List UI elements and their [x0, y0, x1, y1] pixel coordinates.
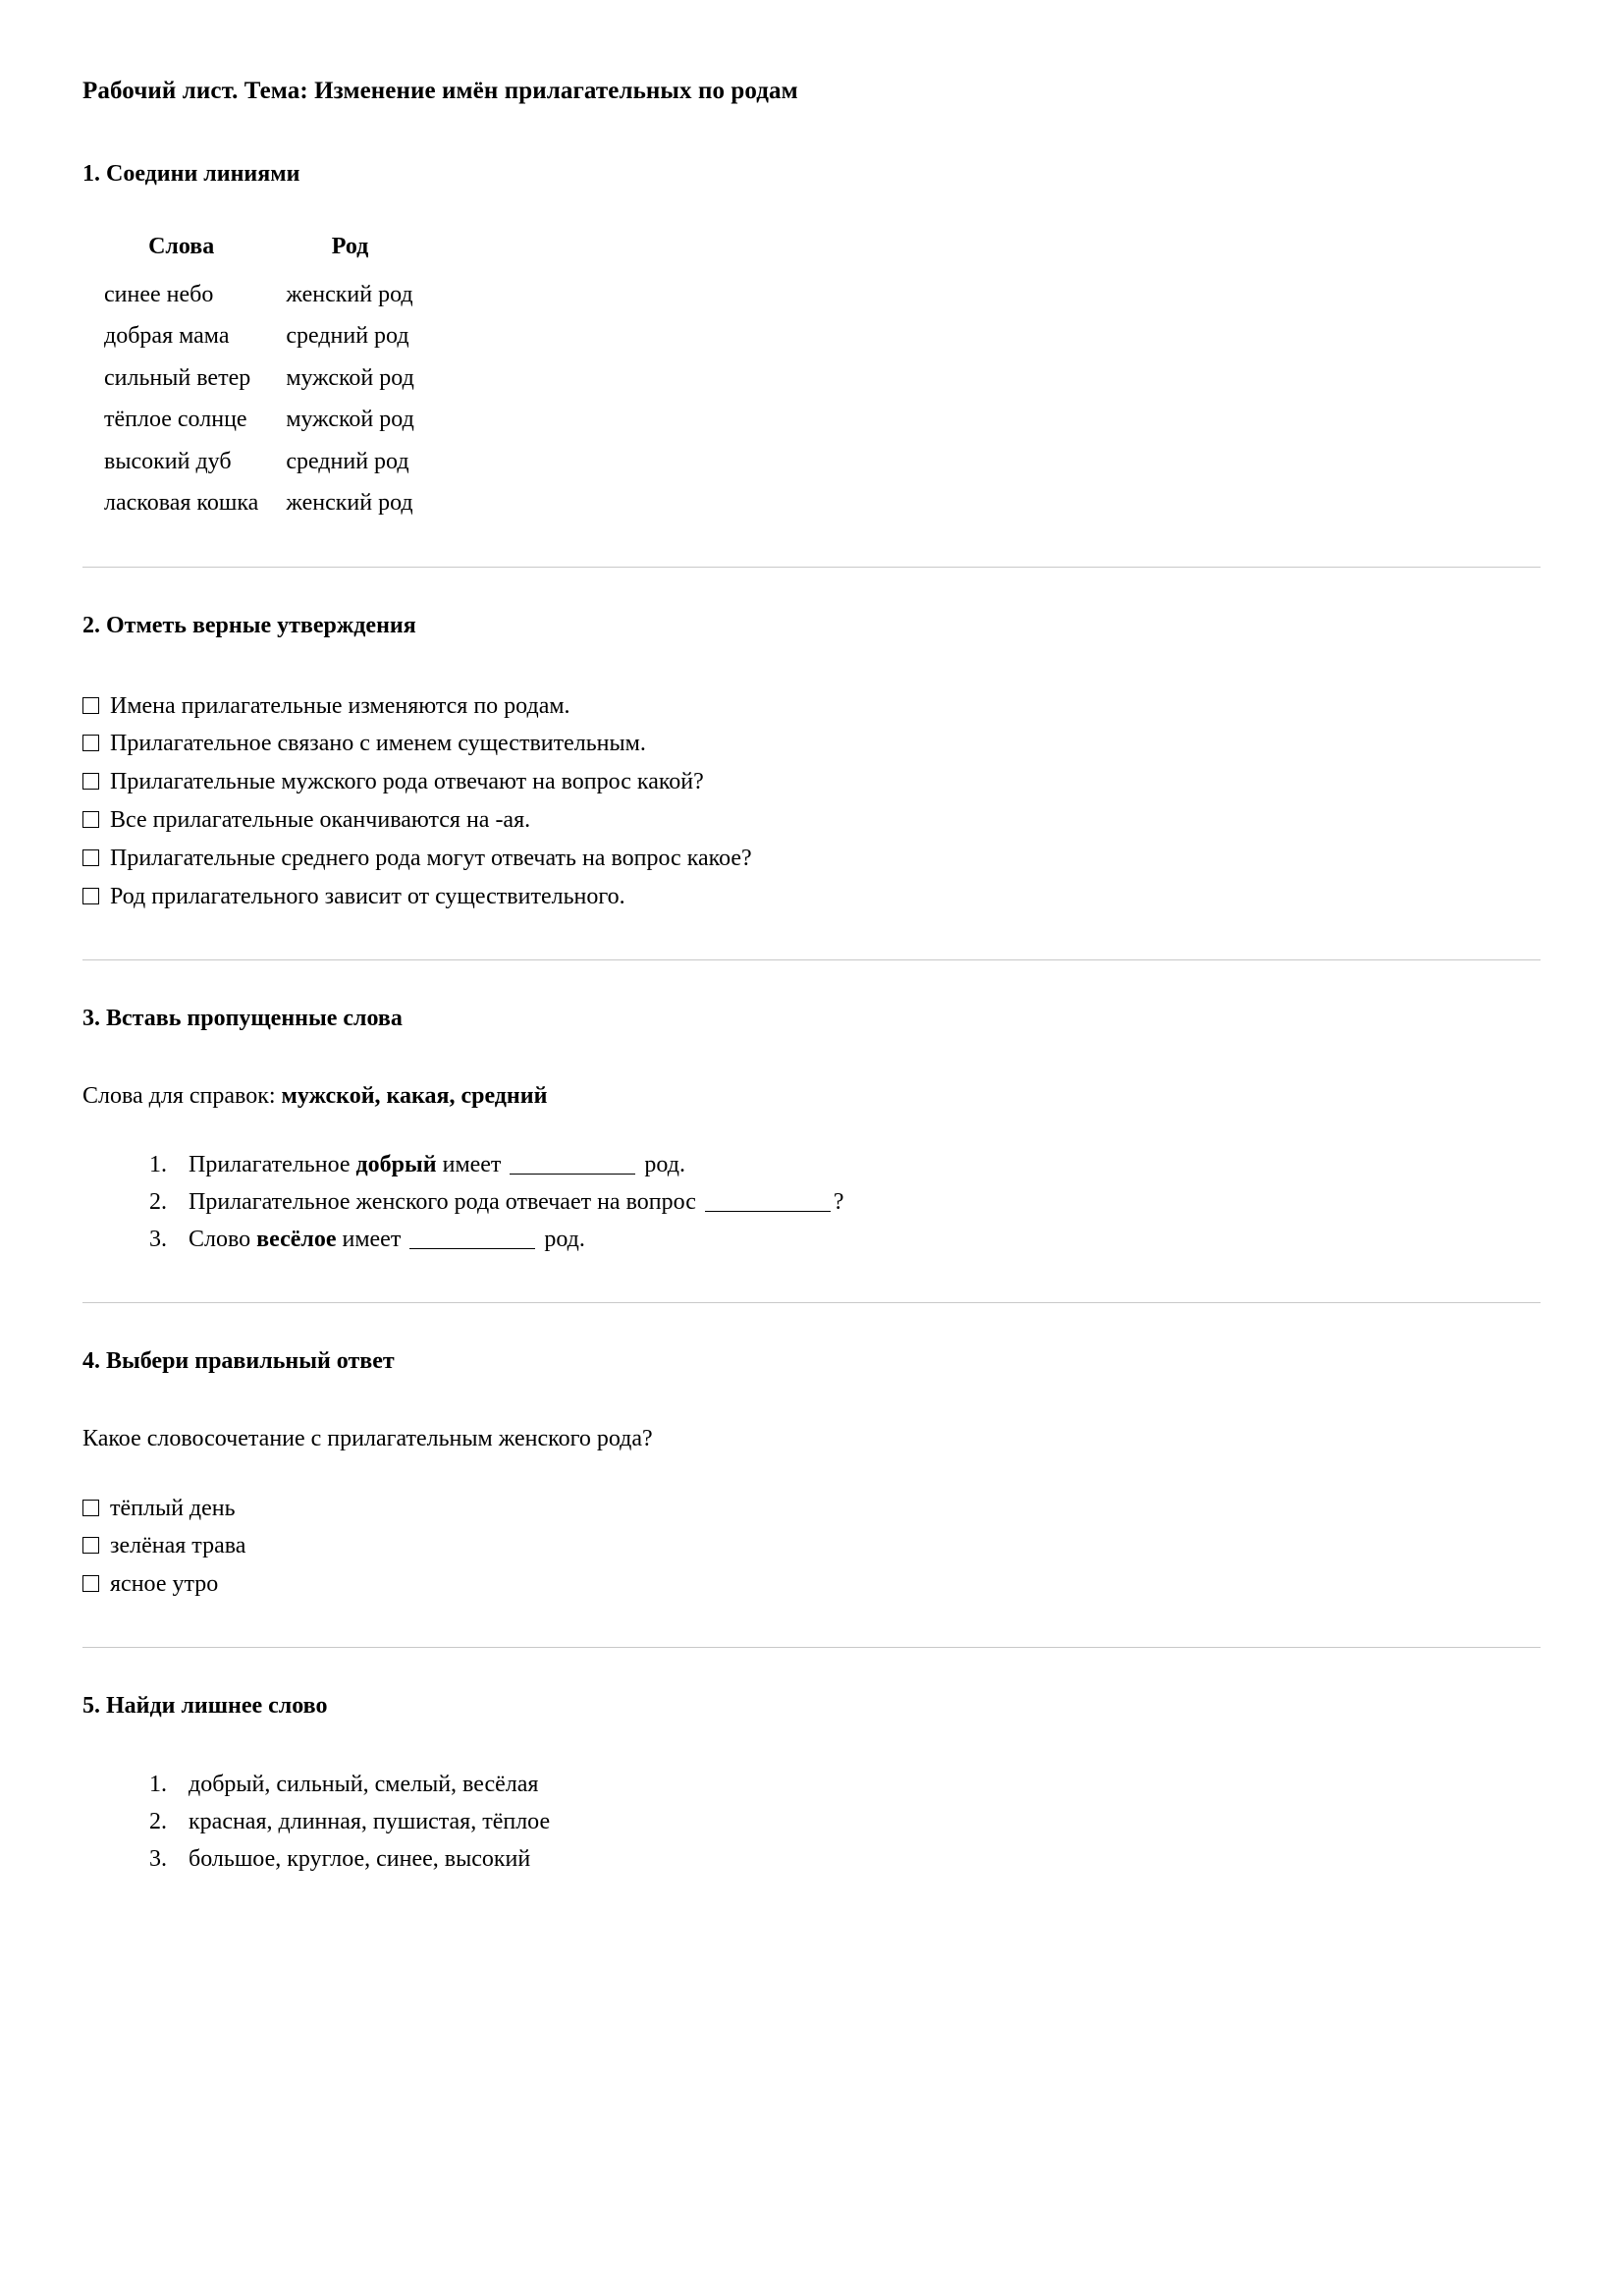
table-row[interactable] — [90, 441, 428, 482]
list-item[interactable] — [82, 763, 1541, 801]
list-item[interactable]: 2. красная, длинная, пушистая, тёплое — [173, 1804, 1541, 1841]
match-word[interactable]: ласковая кошка — [104, 490, 259, 517]
checkbox-icon[interactable] — [82, 1500, 99, 1516]
item-text-before: Прилагательное женского рода отвечает на вопрос — [189, 1188, 702, 1215]
match-word[interactable]: синее небо — [104, 282, 214, 308]
match-word[interactable]: сильный ветер — [104, 364, 251, 391]
statement-checkbox-list — [82, 687, 1541, 916]
checkbox-icon[interactable] — [82, 811, 99, 828]
reference-words-line — [82, 1079, 1541, 1114]
checkbox-icon[interactable] — [82, 697, 99, 714]
section-choose-answer — [82, 1346, 1541, 1605]
list-item[interactable] — [82, 840, 1541, 878]
table-row[interactable] — [90, 357, 428, 399]
blank-field[interactable] — [510, 1174, 635, 1175]
item-bold-word: добрый — [355, 1151, 437, 1177]
match-gender[interactable]: женский род — [286, 490, 413, 517]
section-find-odd-word — [82, 1691, 1541, 1879]
table-header-row — [90, 231, 428, 274]
section-divider — [82, 567, 1541, 568]
list-item[interactable]: 3. большое, круглое, синее, высокий — [173, 1841, 1541, 1879]
statement-text: Род прилагательного зависит от существительного. — [110, 883, 625, 909]
option-text: ясное утро — [110, 1571, 219, 1598]
section1-heading: 1. Соедини линиями — [82, 160, 300, 187]
item-text-before: Слово — [189, 1226, 257, 1252]
match-word[interactable]: добрая мама — [104, 323, 230, 350]
item-text-after: род. — [638, 1151, 685, 1177]
section4-heading: 4. Выбери правильный ответ — [82, 1347, 395, 1374]
list-item[interactable] — [82, 878, 1541, 916]
fill-blank-list — [82, 1147, 1541, 1259]
match-gender[interactable]: женский род — [286, 282, 413, 308]
checkbox-icon[interactable] — [82, 773, 99, 790]
table-row[interactable] — [90, 315, 428, 356]
list-item[interactable] — [173, 1222, 1541, 1259]
list-item[interactable] — [82, 725, 1541, 763]
section-divider — [82, 1647, 1541, 1648]
statement-text: Имена прилагательные изменяются по родам. — [110, 692, 570, 719]
match-gender[interactable]: средний род — [286, 448, 409, 474]
reference-label: Слова для справок: — [82, 1083, 282, 1110]
match-table — [90, 231, 428, 524]
section3-heading: 3. Вставь пропущенные слова — [82, 1005, 403, 1031]
list-item[interactable] — [82, 1490, 1541, 1528]
checkbox-icon[interactable] — [82, 1575, 99, 1592]
checkbox-icon[interactable] — [82, 1537, 99, 1554]
section-divider — [82, 1302, 1541, 1303]
blank-field[interactable] — [705, 1211, 831, 1212]
item-text-middle: имеет — [336, 1226, 407, 1252]
statement-text: Прилагательные среднего рода могут отвечать на вопрос какое? — [110, 846, 752, 872]
checkbox-icon[interactable] — [82, 888, 99, 904]
table-row[interactable] — [90, 482, 428, 523]
list-item[interactable]: 1. добрый, сильный, смелый, весёлая — [173, 1767, 1541, 1804]
match-word[interactable]: высокий дуб — [104, 448, 232, 474]
item-text-before: Прилагательное — [189, 1151, 356, 1177]
section-true-statements — [82, 611, 1541, 915]
section5-heading: 5. Найди лишнее слово — [82, 1693, 328, 1720]
match-gender[interactable]: мужской род — [286, 407, 414, 433]
column-header-gender: Род — [331, 233, 369, 259]
table-row[interactable] — [90, 399, 428, 440]
checkbox-icon[interactable] — [82, 849, 99, 866]
checkbox-icon[interactable] — [82, 735, 99, 751]
section-match-lines — [82, 159, 1541, 524]
list-item[interactable] — [82, 801, 1541, 840]
column-header-words: Слова — [148, 233, 215, 259]
list-item[interactable] — [82, 1565, 1541, 1604]
section-fill-blanks — [82, 1004, 1541, 1259]
match-gender[interactable]: мужской род — [286, 364, 414, 391]
page-title: Рабочий лист. Тема: Изменение имён прилагательных по родам — [82, 78, 798, 104]
list-item[interactable] — [82, 687, 1541, 726]
section4-question: Какое словосочетание с прилагательным женского рода? — [82, 1425, 653, 1451]
table-row[interactable] — [90, 274, 428, 315]
item-text-after: ? — [833, 1188, 844, 1215]
odd-word-list — [82, 1767, 1541, 1879]
statement-text: Все прилагательные оканчиваются на -ая. — [110, 807, 531, 834]
item-bold-word: весёлое — [256, 1226, 337, 1252]
item-text-after: род. — [538, 1226, 585, 1252]
option-text: зелёная трава — [110, 1533, 246, 1559]
section-divider — [82, 959, 1541, 960]
section2-heading: 2. Отметь верные утверждения — [82, 613, 416, 639]
list-item[interactable] — [82, 1527, 1541, 1565]
option-text: тёплый день — [110, 1495, 236, 1521]
blank-field[interactable] — [409, 1248, 535, 1249]
statement-text: Прилагательное связано с именем существительным. — [110, 731, 646, 757]
reference-words: мужской, какая, средний — [281, 1083, 548, 1110]
list-item[interactable] — [173, 1184, 1541, 1222]
list-item[interactable] — [173, 1147, 1541, 1184]
answer-option-list — [82, 1490, 1541, 1605]
statement-text: Прилагательные мужского рода отвечают на вопрос какой? — [110, 769, 704, 795]
match-gender[interactable]: средний род — [286, 323, 409, 350]
match-word[interactable]: тёплое солнце — [104, 407, 247, 433]
item-text-middle: имеет — [436, 1151, 508, 1177]
